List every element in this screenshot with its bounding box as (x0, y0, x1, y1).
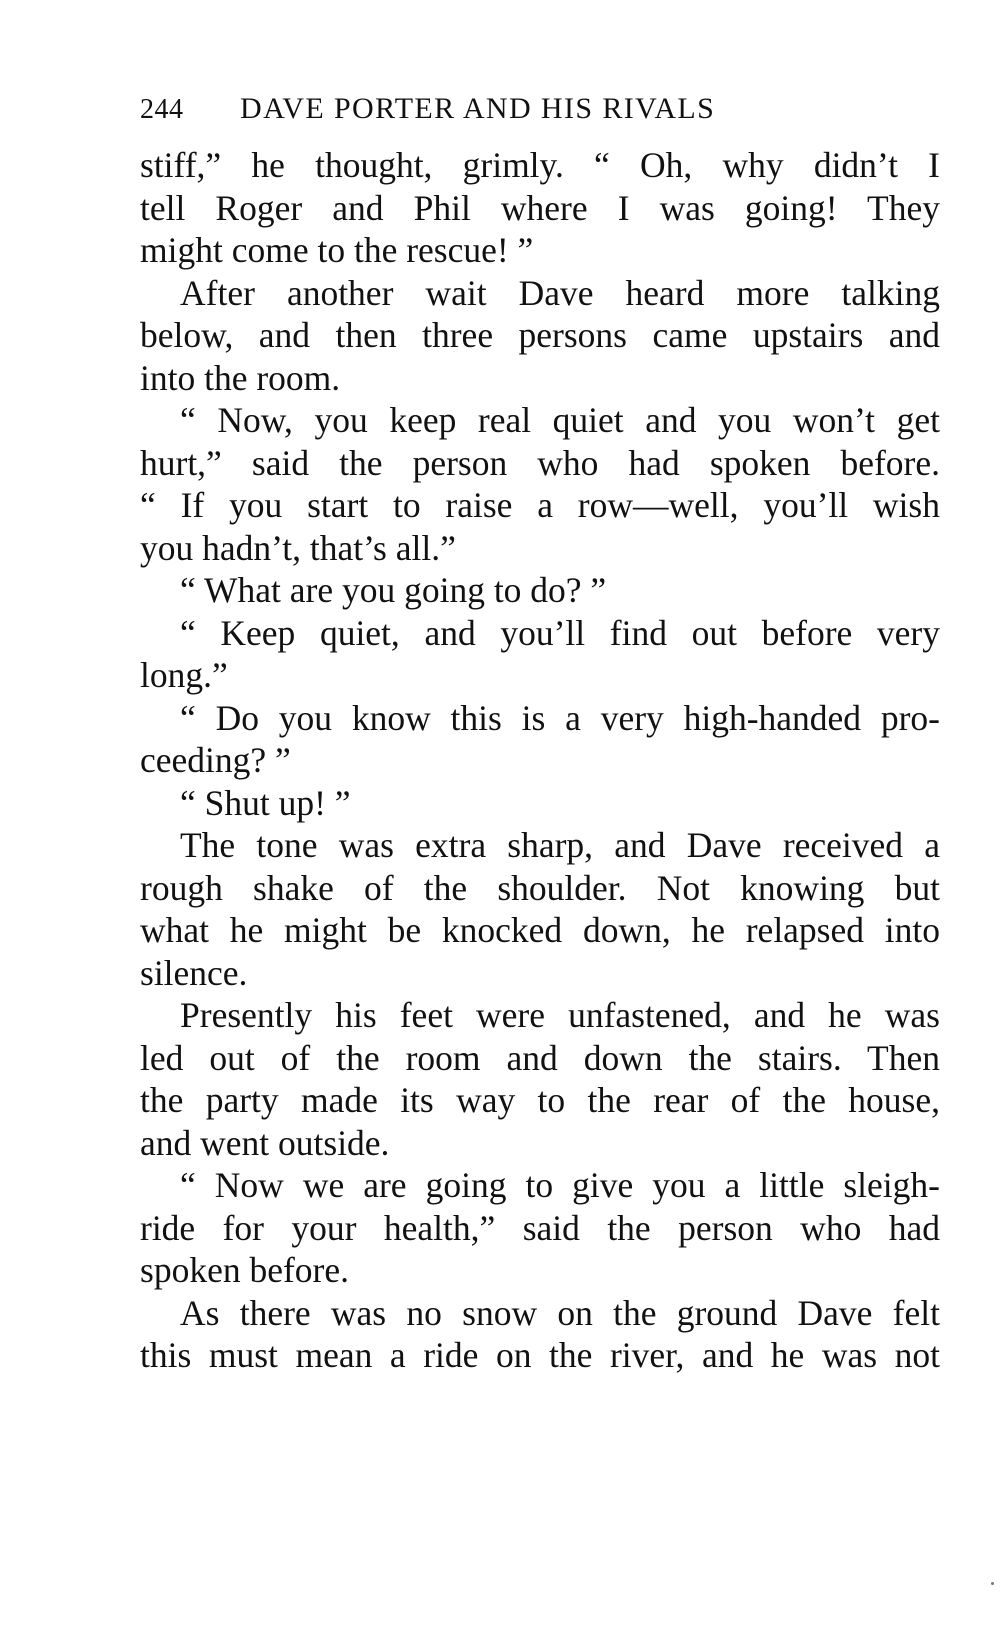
text-line: “ Keep quiet, and you’ll find out before very (180, 612, 940, 653)
text-line: you hadn’t, that’s all.” (140, 527, 456, 568)
text-line: “ Do you know this is a very high-handed pro- (180, 697, 940, 738)
text-line: “ If you start to raise a row—well, you’ll wish (140, 485, 940, 525)
text-line: long.” (140, 655, 228, 695)
text-line: and went outside. (140, 1122, 390, 1163)
scan-speck (991, 1582, 994, 1585)
page-number: 244 (140, 94, 184, 125)
body-text (140, 144, 940, 1377)
text-line: “ Now we are going to give you a little sleigh- (180, 1165, 940, 1205)
text-line: into the room. (140, 357, 341, 398)
text-line: below, and then three persons came upstairs and (140, 315, 940, 355)
text-line: stiff,” he thought, grimly. “ Oh, why didn’t I (140, 145, 940, 185)
text-line: the party made its way to the rear of the house, (140, 1080, 940, 1120)
text-line: this must mean a ride on the river, and he was not (140, 1335, 940, 1375)
text-line: “ Now, you keep real quiet and you won’t get (180, 400, 940, 440)
text-line: After another wait Dave heard more talking (180, 272, 940, 313)
text-line: The tone was extra sharp, and Dave received a (180, 825, 940, 865)
running-title: DAVE PORTER AND HIS RIVALS (240, 92, 716, 125)
text-line: ceeding? ” (140, 740, 291, 780)
text-line: spoken before. (140, 1250, 349, 1290)
text-line: rough shake of the shoulder. Not knowing but (140, 867, 940, 908)
text-line: silence. (140, 952, 248, 993)
text-line: what he might be knocked down, he relapsed into (140, 910, 940, 950)
running-head (140, 92, 940, 144)
text-line: “ Shut up! ” (180, 782, 351, 823)
book-page (140, 92, 940, 1377)
text-line: hurt,” said the person who had spoken before. (140, 442, 940, 483)
text-line: “ What are you going to do? ” (180, 570, 607, 610)
text-line: As there was no snow on the ground Dave felt (180, 1292, 940, 1333)
text-line: might come to the rescue! ” (140, 230, 534, 270)
text-line: tell Roger and Phil where I was going! They (140, 187, 940, 228)
text-line: Presently his feet were unfastened, and he was (180, 995, 940, 1035)
text-line: led out of the room and down the stairs. Then (140, 1037, 940, 1078)
text-line: ride for your health,” said the person who had (140, 1207, 940, 1248)
